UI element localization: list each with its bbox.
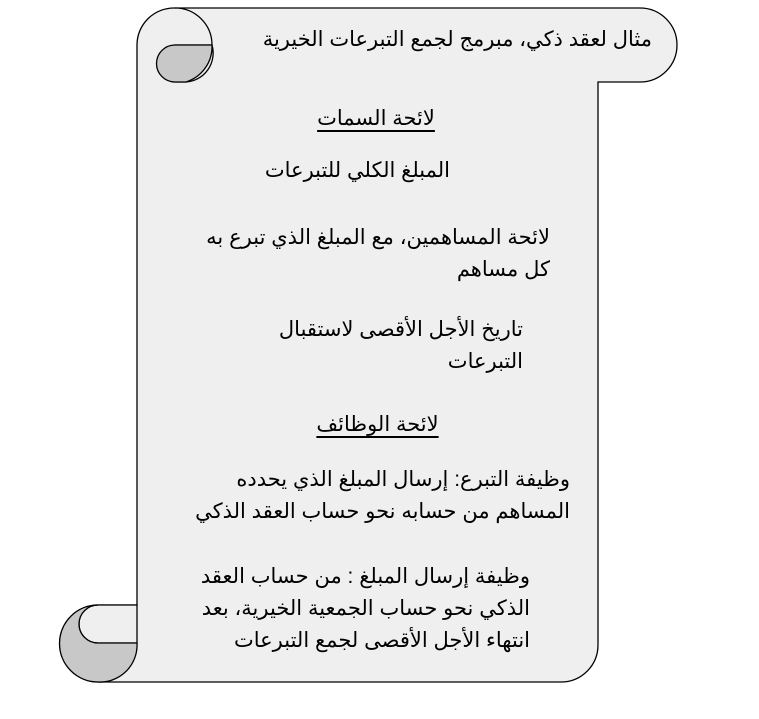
function-item: وظيفة إرسال المبلغ : من حساب العقد الذكي نحو حساب الجمعية الخيرية، بعد انتهاء الأجل الأقصى لجمع التبرعات xyxy=(200,565,530,652)
functions-heading: لائحة الوظائف xyxy=(316,413,439,436)
scroll-title: مثال لعقد ذكي، مبرمج لجمع التبرعات الخيرية xyxy=(262,28,652,51)
bottom-curl-inner xyxy=(79,605,137,643)
attribute-item: المبلغ الكلي للتبرعات xyxy=(264,159,450,182)
attributes-heading: لائحة السمات xyxy=(317,107,435,130)
function-item: وظيفة التبرع: إرسال المبلغ الذي يحدده المساهم من حسابه نحو حساب العقد الذكي xyxy=(195,468,570,523)
attribute-item: لائحة المساهمين، مع المبلغ الذي تبرع به كل مساهم xyxy=(206,226,550,281)
attribute-item: تاريخ الأجل الأقصى لاستقبال التبرعات xyxy=(278,318,523,373)
